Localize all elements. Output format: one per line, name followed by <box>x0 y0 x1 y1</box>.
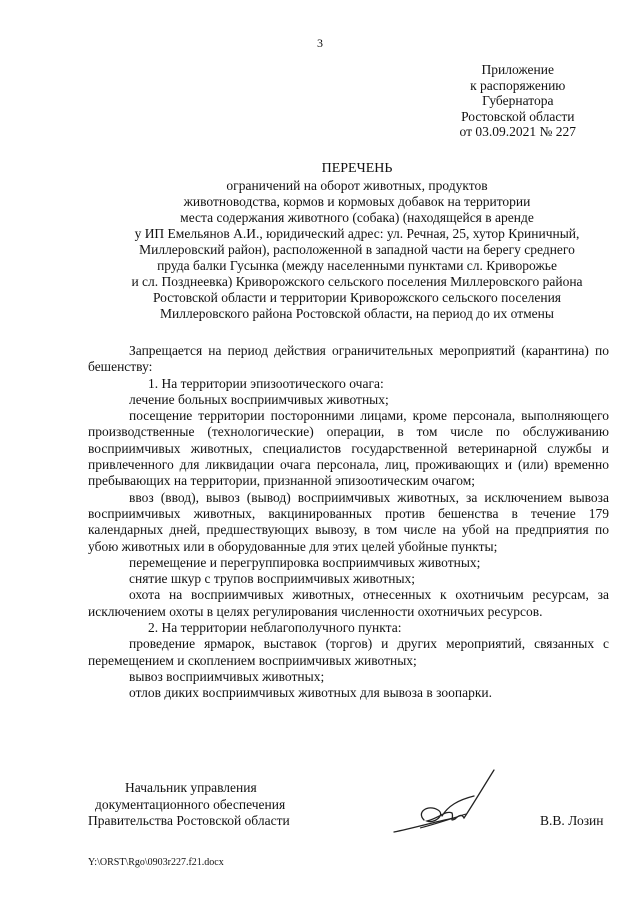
document-title: ПЕРЕЧЕНЬ <box>321 161 393 176</box>
list-item: снятие шкур с трупов восприимчивых животных; <box>129 571 416 587</box>
appendix-line: Губернатора <box>482 93 554 108</box>
appendix-line: к распоряжению <box>470 77 566 93</box>
signer-position-line: Правительства Ростовской области <box>88 813 290 828</box>
subtitle-line: Ростовской области и территории Криворожского сельского поселения <box>152 290 562 305</box>
list-item: проведение ярмарок, выставок (торгов) и других мероприятий, связанных с перемещением и скоплением восприимчивых животных; <box>88 636 609 668</box>
subtitle-line: места содержания животного (собака) (находящейся в аренде <box>180 210 534 225</box>
appendix-line: Ростовской области <box>461 108 575 124</box>
signature-block <box>88 780 290 830</box>
subtitle-line: животноводства, кормов и кормовых добавок на территории <box>183 194 531 209</box>
appendix-line: Приложение <box>481 62 554 77</box>
section-heading: 1. На территории эпизоотического очага: <box>148 375 384 391</box>
list-item: ввоз (ввод), вывоз (вывод) восприимчивых животных, за исключением вывоза восприимчивых животных, вакцинированных против бешенства в течение 179 календарных дней, предшествующих вывозу, в том числе на убой на предприятия по убою животных или в оборудованные для этих целей убойные пункты; <box>88 489 609 554</box>
subtitle-line: у ИП Емельянов А.И., юридический адрес: ул. Речная, 25, хутор Криничный, <box>134 226 580 241</box>
list-item: лечение больных восприимчивых животных; <box>129 391 389 407</box>
subtitle-line: Миллеровского района Ростовской области, на период до их отмены <box>160 306 554 321</box>
appendix-line: от 03.09.2021 № 227 <box>459 124 576 139</box>
subtitle-line: ограничений на оборот животных, продуктов <box>226 178 488 193</box>
list-item: отлов диких восприимчивых животных для вывоза в зоопарки. <box>129 685 493 701</box>
signature-stroke <box>394 770 494 832</box>
signer-name: В.В. Лозин <box>540 813 604 828</box>
list-item: охота на восприимчивых животных, отнесенных к охотничьим ресурсам, за исключением охоты в целях регулирования численности охотничьих ресурсов. <box>88 587 609 619</box>
intro-paragraph: Запрещается на период действия ограничительных мероприятий (карантина) по бешенству: <box>88 343 609 375</box>
signer-position-line: документационного обеспечения <box>95 796 286 812</box>
list-item: посещение территории посторонними лицами, кроме персонала, выполняющего производственные (технологические) операции, в том числе по обслуживанию восприимчивых животных, специалистов государственной ветеринарной службы и привлеченного для ликвидации очага персонала, лиц, проживающих и (или) временно пребывающих на территории, признанной эпизоотическим очагом; <box>88 408 609 489</box>
appendix-block <box>460 62 576 140</box>
subtitle-line: пруда балки Гусынка (между населенными пунктами сл. Криворожье <box>157 258 557 273</box>
list-item: перемещение и перегруппировка восприимчивых животных; <box>129 554 481 570</box>
list-item: вывоз восприимчивых животных; <box>129 668 325 684</box>
document-body <box>88 343 609 702</box>
signer-position-line: Начальник управления <box>125 780 257 795</box>
subtitle-line: и сл. Позднеевка) Криворожского сельского поселения Миллеровского района <box>131 274 583 289</box>
page-number: 3 <box>317 36 323 50</box>
file-path: Y:\ORST\Rgo\0903r227.f21.docx <box>88 857 224 868</box>
title-block <box>88 161 626 322</box>
section-heading: 2. На территории неблагополучного пункта: <box>148 620 402 636</box>
handwritten-signature <box>354 766 504 846</box>
subtitle-line: Миллеровский район), расположенной в западной части на берегу среднего <box>139 242 575 257</box>
